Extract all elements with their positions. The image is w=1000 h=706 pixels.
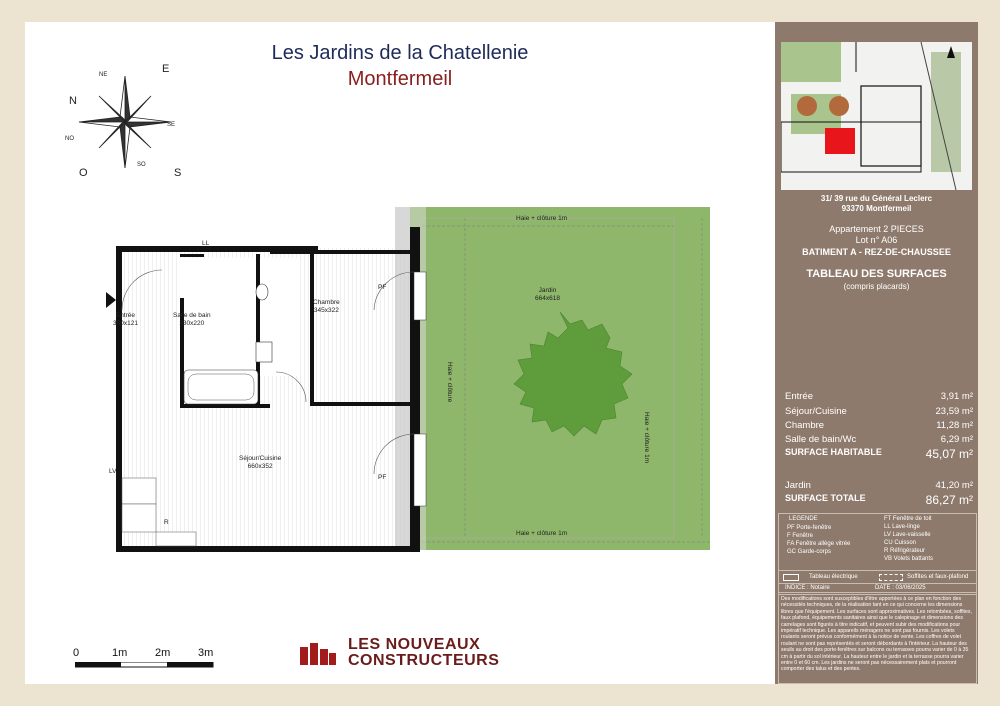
legend-item: FT Fenêtre de toit bbox=[884, 516, 932, 522]
symbols-row bbox=[778, 570, 977, 584]
jardin-value: 41,20 m² bbox=[935, 480, 973, 491]
room-jardin bbox=[535, 287, 560, 303]
label-pf-2: PF bbox=[378, 474, 387, 481]
company-logo-icon bbox=[298, 639, 338, 667]
surface-label: Entrée bbox=[785, 391, 813, 402]
room-chambre-dim: 345x322 bbox=[313, 307, 339, 314]
project-city: Montfermeil bbox=[347, 68, 453, 90]
logo-line1: LES NOUVEAUX bbox=[348, 636, 481, 653]
compass-o: O bbox=[79, 167, 88, 179]
legend-item: GC Garde-corps bbox=[787, 549, 832, 555]
compass-e: E bbox=[162, 63, 170, 75]
compass-n: N bbox=[69, 95, 77, 107]
surface-totale-value: 86,27 m² bbox=[925, 493, 973, 507]
soffit-icon bbox=[879, 574, 903, 581]
surface-value: 11,28 m² bbox=[936, 420, 973, 431]
compass-s: S bbox=[174, 167, 182, 179]
index-label: INDICE : Notaire bbox=[785, 585, 830, 591]
room-sdb-name: Salle de bain bbox=[173, 312, 211, 319]
table-title: TABLEAU DES SURFACES bbox=[806, 268, 947, 280]
room-jardin-name: Jardin bbox=[538, 287, 557, 294]
symbol-electric-label: Tableau électrique bbox=[809, 574, 858, 580]
logo-line2: CONSTRUCTEURS bbox=[348, 652, 500, 669]
compass-no: NO bbox=[65, 136, 74, 142]
garden-label-left: Haie + clôture bbox=[446, 362, 453, 403]
plan-sheet bbox=[25, 22, 775, 684]
label-r: R bbox=[164, 519, 169, 526]
surface-label: Séjour/Cuisine bbox=[785, 406, 847, 417]
garden-label-top: Haie + clôture 1m bbox=[516, 215, 568, 222]
surface-label: Salle de bain/Wc bbox=[785, 434, 857, 445]
apt-type: Appartement 2 PIECES bbox=[829, 224, 924, 234]
surface-value: 23,59 m² bbox=[935, 406, 973, 417]
surface-value: 6,29 m² bbox=[940, 434, 973, 445]
compass-se: SE bbox=[167, 122, 176, 128]
legend-item: R Réfrigérateur bbox=[884, 548, 926, 554]
legend-item: VB Volets battants bbox=[884, 556, 934, 562]
scale-2m: 2m bbox=[155, 647, 171, 659]
room-sdb bbox=[173, 312, 211, 328]
surface-label: Chambre bbox=[785, 420, 825, 431]
legend-item: CU Cuisson bbox=[884, 540, 917, 546]
apt-batiment: BATIMENT A - REZ-DE-CHAUSSEE bbox=[802, 247, 951, 257]
legend-item: F Fenêtre bbox=[787, 533, 814, 539]
room-entree-name: Entrée bbox=[115, 312, 136, 319]
disclaimer-notes: Des modifications sont susceptibles d'être apportées à ce plan en fonction des nécessités techniques, de la réalisation tant en ce qui concerne les dimensions libres que l'équipement. Les surfaces sont approximatives. Les retombées, soffites, faux plafond, équipements sanitaires ainsi que le calepinage et dimensions des carrelages sont figurés à titre indicatif, et peuvent subir des modifications pour impératif technique. Les appareils ménagers ne sont pas fournis. Les volets roulants seront prévus conformément à la notice de vente. Les coffres de volet roulant ne sont pas représentés et seront débordants à l'intérieur. La hauteur des seuils au droit des porte-fenêtres sur balcons ou terrasses pourra varier de 0 à 35 cm à partir du sol intérieur. La hauteur entre le jardin et la terrasse pourra varier entre 0 et 60 cm. Les jardins ne seront pas nécessairement plats et pourront comporter des talus et des pentes. bbox=[778, 594, 977, 684]
legend-title: LEGENDE bbox=[789, 516, 818, 522]
scale-1m: 1m bbox=[112, 647, 128, 659]
label-pf-1: PF bbox=[378, 284, 387, 291]
compass-so: SO bbox=[137, 162, 146, 168]
floor-plan bbox=[80, 202, 720, 562]
room-chambre-name: Chambre bbox=[313, 299, 340, 306]
garden-label-bottom: Haie + clôture 1m bbox=[516, 530, 568, 537]
apt-lot: Lot n° A06 bbox=[855, 235, 898, 245]
room-entree bbox=[113, 312, 138, 328]
compass-rose-icon bbox=[55, 60, 185, 180]
legend-item: FA Fenêtre allège vitrée bbox=[787, 541, 851, 547]
entrance-arrow-icon bbox=[106, 292, 116, 308]
info-panel bbox=[775, 22, 978, 684]
surface-value: 3,91 m² bbox=[940, 391, 973, 402]
electric-panel-icon bbox=[783, 574, 799, 581]
room-sejour-name: Séjour/Cuisine bbox=[239, 455, 282, 462]
symbol-soffit-label: Soffites et faux-plafond bbox=[907, 574, 969, 580]
scale-3m: 3m bbox=[198, 647, 214, 659]
label-ll: LL bbox=[202, 240, 210, 247]
garden-label-right: Haie + clôture 1m bbox=[643, 412, 650, 464]
room-entree-dim: 350x121 bbox=[113, 320, 138, 327]
room-sdb-dim: 230x220 bbox=[179, 320, 205, 327]
label-lv: LV bbox=[109, 468, 117, 475]
site-map bbox=[781, 42, 972, 190]
surface-habitable-label: SURFACE HABITABLE bbox=[785, 447, 882, 457]
jardin-label: Jardin bbox=[785, 480, 811, 491]
legend-item: LL Lave-linge bbox=[884, 524, 920, 530]
room-chambre bbox=[313, 299, 340, 315]
room-sejour bbox=[239, 455, 281, 471]
scale-bar bbox=[75, 662, 215, 668]
address-line1: 31/ 39 rue du Général Leclerc bbox=[820, 194, 933, 203]
surface-habitable-value: 45,07 m² bbox=[925, 447, 973, 461]
legend-item: PF Porte-fenêtre bbox=[787, 525, 832, 531]
legend-item: LV Lave-vaisselle bbox=[884, 532, 931, 538]
table-subtitle: (compris placards) bbox=[843, 282, 910, 291]
date-label: DATE : 03/06/2025 bbox=[875, 585, 926, 591]
scale-0: 0 bbox=[73, 647, 80, 659]
compass-ne: NE bbox=[99, 72, 108, 78]
room-sejour-dim: 660x352 bbox=[247, 463, 273, 470]
address-line2: 93370 Montfermeil bbox=[841, 204, 912, 213]
surface-totale-label: SURFACE TOTALE bbox=[785, 493, 866, 503]
room-jardin-dim: 664x618 bbox=[535, 295, 560, 302]
project-title: Les Jardins de la Chatellenie bbox=[271, 42, 529, 64]
